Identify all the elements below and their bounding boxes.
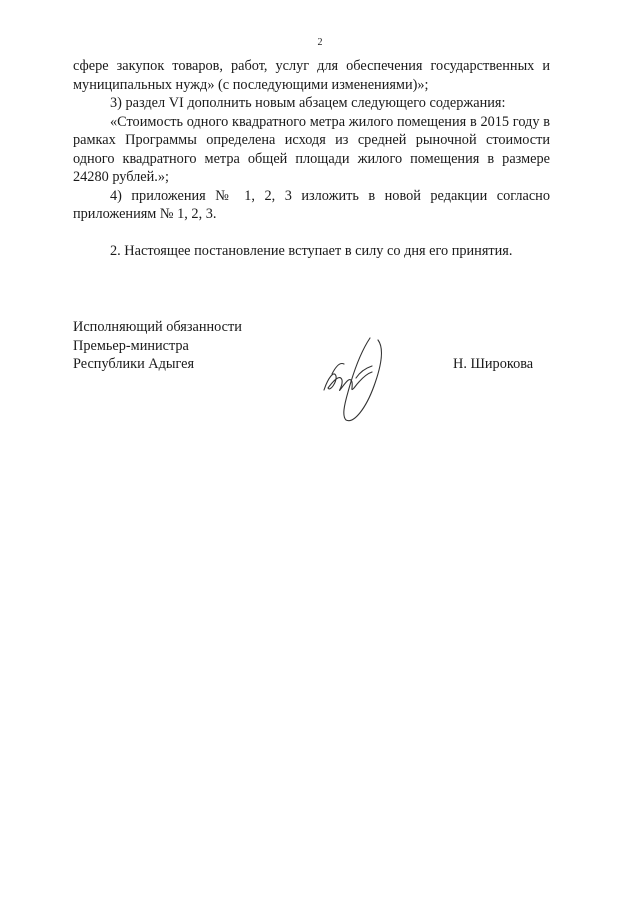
page-number: 2 bbox=[317, 37, 323, 48]
document-body bbox=[73, 57, 550, 260]
signatory-title bbox=[73, 318, 242, 374]
signer-name: Н. Широкова bbox=[453, 356, 534, 372]
signatory-title-line: Премьер-министра bbox=[73, 337, 189, 354]
signatory-title-line: Исполняющий обязанности bbox=[73, 319, 242, 335]
handwritten-signature-icon bbox=[310, 330, 400, 425]
paragraph-continuation: сфере закупок товаров, работ, услуг для обеспечения государственных и муниципальных нужд» (с последующими изменениями)»; bbox=[73, 58, 550, 93]
paragraph-item-3: 3) раздел VI дополнить новым абзацем следующего содержания: bbox=[110, 95, 506, 111]
signatory-title-line: Республики Адыгея bbox=[73, 356, 195, 372]
decree-clause: 2. Настоящее постановление вступает в силу со дня его принятия. bbox=[110, 242, 513, 259]
paragraph-quote: «Стоимость одного квадратного метра жилого помещения в 2015 году в рамках Программы определена исходя из средней рыночной стоимости одного квадратного метра общей площади жилого помещения в размере 24280 рублей.»; bbox=[73, 113, 550, 185]
paragraph-item-4: 4) приложения № 1, 2, 3 изложить в новой редакции согласно приложениям № 1, 2, 3. bbox=[73, 187, 550, 222]
